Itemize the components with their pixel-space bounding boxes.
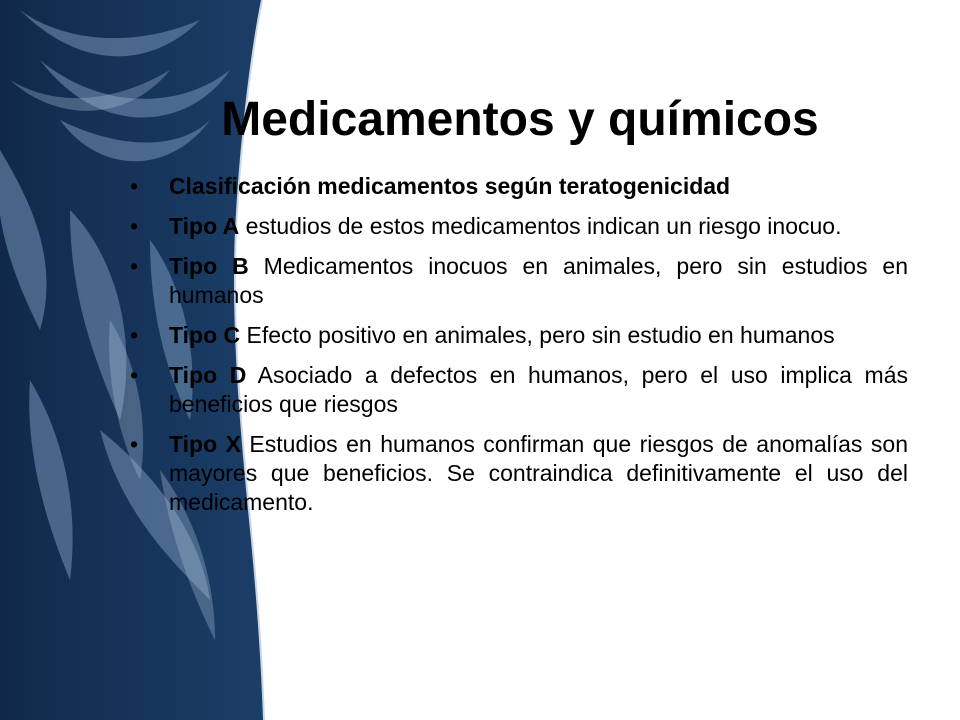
bullet-item [130,321,908,350]
bullet-lead: Tipo B [169,253,249,279]
bullet-text: Estudios en humanos confirman que riesgos de anomalías son mayores que beneficios. Se contraindica definitivamente el uso del medicamento. [169,431,908,515]
bullet-lead: Clasificación medicamentos según teratogenicidad [169,173,731,199]
bullet-lead: Tipo D [169,362,247,388]
bullet-lead: Tipo X [169,431,241,457]
bullet-item [130,212,908,241]
bullet-item [130,361,908,419]
bullet-text: Asociado a defectos en humanos, pero el uso implica más beneficios que riesgos [169,362,908,417]
bullet-item [130,252,908,310]
bullet-lead: Tipo C [169,322,241,348]
bullet-text: Efecto positivo en animales, pero sin estudio en humanos [240,322,835,348]
bullet-lead: Tipo A [169,213,240,239]
bullet-list [130,172,908,528]
bullet-item [130,430,908,517]
bullet-item [130,172,908,201]
bullet-text: Medicamentos inocuos en animales, pero sin estudios en humanos [169,253,908,308]
slide-title: Medicamentos y químicos [221,93,819,146]
bullet-text: estudios de estos medicamentos indican un riesgo inocuo. [239,213,842,239]
